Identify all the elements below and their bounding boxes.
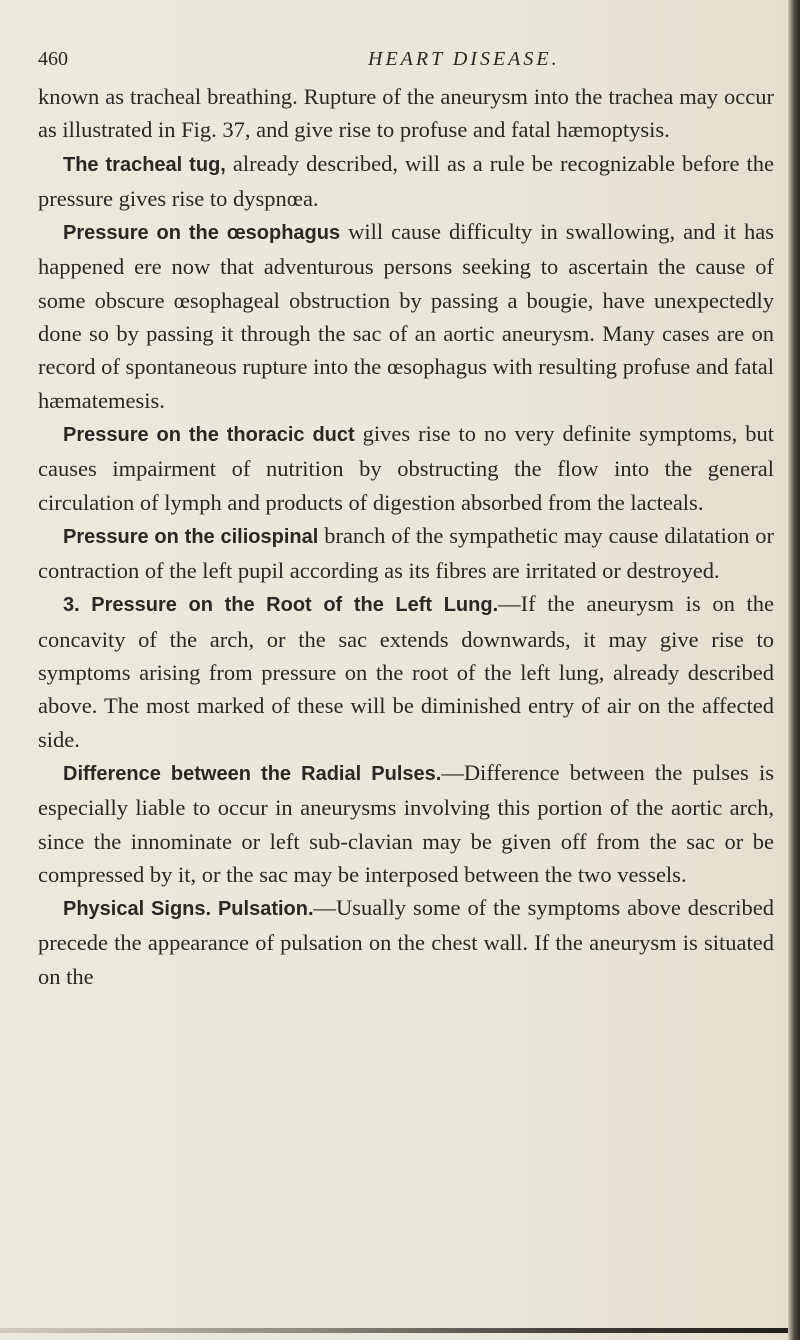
body-text — [38, 80, 774, 993]
paragraph-text: gives rise to no very definite symptoms, but causes impairment of nutrition by obstructing the flow into the general circulation of lymph and products of digestion absorbed from the lacteals. — [38, 420, 774, 515]
paragraph-heading: Difference between the Radial Pulses. — [63, 762, 442, 785]
paragraph-heading: Pressure on the thoracic duct — [63, 423, 355, 446]
running-head: HEART DISEASE. — [368, 48, 560, 70]
page-number: 460 — [38, 48, 68, 70]
paragraph-text: —If the aneurysm is on the concavity of the arch, or the sac extends downwards, it may give rise to symptoms arising from pressure on the root of the left lung, already described above. The most marked of these will be diminished entry of air on the affected side. — [38, 591, 774, 752]
paragraph-5 — [38, 519, 774, 588]
paragraph-2 — [38, 147, 774, 216]
paragraph-3 — [38, 215, 774, 417]
paragraph-1 — [38, 80, 774, 147]
paragraph-6 — [38, 587, 774, 755]
paragraph-text: already described, will as a rule be recognizable before the pressure gives rise to dyspnœa. — [38, 150, 774, 211]
paragraph-8 — [38, 891, 774, 993]
paragraph-text: will cause difficulty in swallowing, and it has happened ere now that adventurous persons seeking to ascertain the cause of some obscure œsophageal obstruction by passing a bougie, have unexpectedly done so by passing it through the sac of an aortic aneurysm. Many cases are on record of spontaneous rupture into the œsophagus with resulting profuse and fatal hæmatemesis. — [38, 219, 774, 413]
paragraph-7 — [38, 756, 774, 891]
page-header — [38, 48, 778, 76]
paragraph-text: —Usually some of the symptoms above described precede the appearance of pulsation on the chest wall. If the aneurysm is situated on the — [38, 895, 774, 989]
paragraph-heading: The tracheal tug, — [63, 153, 226, 176]
page-right-edge — [788, 0, 800, 1340]
paragraph-heading: 3. Pressure on the Root of the Left Lung. — [63, 594, 499, 617]
paragraph-heading: Pressure on the œsophagus — [63, 222, 341, 245]
paragraph-heading: Physical Signs. Pulsation. — [63, 898, 314, 921]
paragraph-text: known as tracheal breathing. Rupture of the aneurysm into the trachea may occur as illustrated in Fig. 37, and give rise to profuse and fatal hæmoptysis. — [38, 84, 774, 143]
paragraph-4 — [38, 417, 774, 519]
page-bottom-edge — [0, 1328, 790, 1333]
paragraph-heading: Pressure on the ciliospinal — [63, 525, 319, 548]
paragraph-text: —Difference between the pulses is especially liable to occur in aneurysms involving this portion of the aortic arch, since the innominate or left sub-clavian may be given off from the sac or be compressed by it, or the sac may be interposed between the two vessels. — [38, 759, 774, 887]
paragraph-text: branch of the sympathetic may cause dilatation or contraction of the left pupil according as its fibres are irritated or destroyed. — [38, 522, 774, 584]
